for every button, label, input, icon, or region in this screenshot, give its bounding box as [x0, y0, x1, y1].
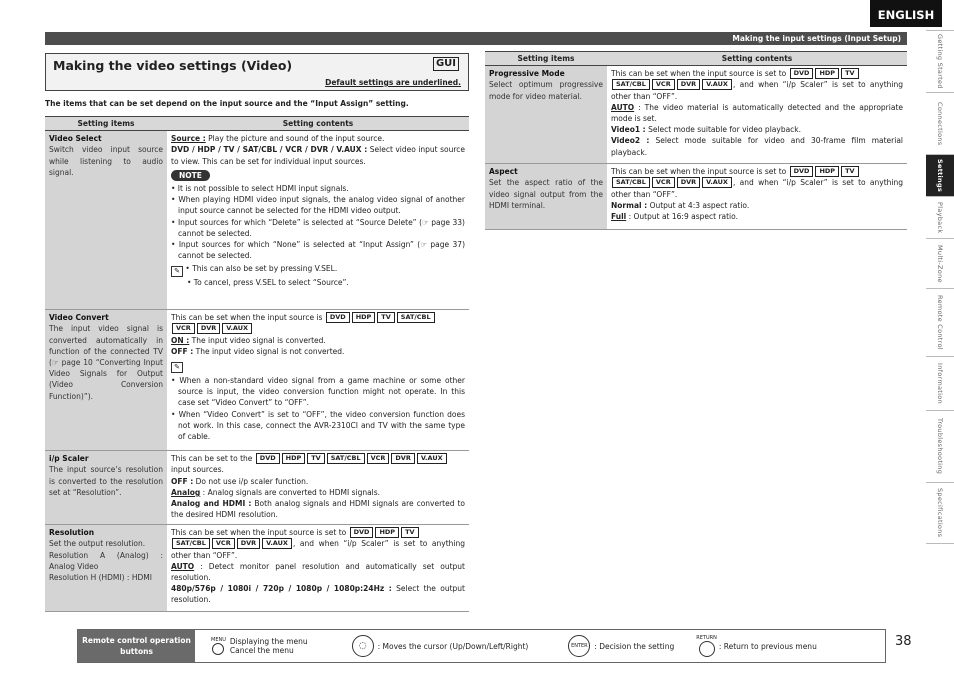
note-item: • It is not possible to select HDMI input signals. — [171, 184, 349, 194]
table-row — [45, 310, 469, 451]
option-name: Analog and HDMI : — [171, 499, 252, 509]
option-desc: : Output at 16:9 aspect ratio. — [626, 212, 738, 222]
key-satcbl: SAT/CBL — [612, 79, 650, 90]
key-vaux: V.AUX — [417, 453, 447, 464]
item-desc: Resolution H (HDMI) : HDMI — [49, 573, 152, 583]
return-button-icon — [699, 641, 715, 657]
settings-table-right — [485, 51, 907, 230]
key-tv: TV — [401, 527, 418, 538]
key-dvr: DVR — [677, 177, 700, 188]
key-vcr: VCR — [212, 538, 235, 549]
option-lead: This can be set when the input source is — [171, 313, 323, 323]
pencil-icon: ✎ — [171, 266, 183, 277]
option-name: OFF : — [171, 476, 194, 486]
side-tab-getting-started[interactable]: Getting Started — [926, 30, 954, 92]
option-desc: : Analog signals are converted to HDMI signals. — [200, 487, 381, 497]
option-desc: Select mode suitable for video and 30-frame film material playback. — [611, 136, 903, 157]
key-dvd: DVD — [790, 68, 814, 79]
option-lead: This can be set when the input source is set to — [611, 69, 787, 79]
section-title: Making the video settings (Video) — [53, 58, 293, 73]
item-desc: Switch video input source while listening to audio signal. — [49, 145, 163, 177]
side-tab-settings[interactable]: Settings — [926, 154, 954, 196]
option-name: Analog — [171, 487, 201, 497]
key-hdp: HDP — [282, 453, 306, 464]
key-tv: TV — [307, 453, 324, 464]
item-title: Aspect — [489, 167, 518, 177]
section-header — [45, 53, 469, 91]
side-tab-troubleshooting[interactable]: Troubleshooting — [926, 410, 954, 482]
key-dvr: DVR — [391, 453, 414, 464]
table-row — [485, 164, 907, 230]
table-row — [45, 525, 469, 612]
menu-key-label: MENU — [211, 637, 226, 643]
item-desc: Set the aspect ratio of the video signal output from the HDMI terminal. — [489, 178, 603, 210]
cursor-buttons-icon: ◌ — [352, 635, 374, 657]
option-desc: The input video signal is not converted. — [193, 346, 345, 356]
item-desc: The input video signal is converted automatically in function of the connected TV (☞ page 10 “Converting Input Video Signals for Output (Video Conversion Function)”). — [49, 324, 163, 401]
option-desc: Select mode suitable for video playback. — [645, 125, 802, 135]
side-tab-information[interactable]: Information — [926, 356, 954, 410]
language-tab: ENGLISH — [870, 0, 942, 27]
table-row — [45, 451, 469, 525]
item-desc: Set the output resolution. — [49, 539, 146, 549]
option-desc: Do not use i/p scaler function. — [193, 476, 309, 486]
side-tab-playback[interactable]: Playback — [926, 196, 954, 238]
option-lead: This can be set when the input source is set to — [611, 167, 787, 177]
option-name: OFF : — [171, 346, 194, 356]
chapter-header: Making the input settings (Input Setup) — [45, 32, 907, 45]
gui-icon: GUI — [433, 57, 459, 71]
tip-text: • This can also be set by pressing V.SEL. — [185, 264, 338, 274]
option-name: AUTO — [171, 561, 195, 571]
key-satcbl: SAT/CBL — [327, 453, 365, 464]
default-note: Default settings are underlined. — [325, 78, 461, 87]
col-header-contents: Setting contents — [607, 52, 907, 66]
key-dvr: DVR — [237, 538, 260, 549]
option-desc: Both analog signals and HDMI signals are converted to the desired HDMI resolution. — [171, 499, 466, 520]
option-name: Video1 : — [611, 125, 646, 135]
key-vcr: VCR — [172, 323, 195, 334]
option-name: Video2 : — [611, 136, 650, 146]
side-tab-connections[interactable]: Connections — [926, 92, 954, 154]
option-tail: , and when “i/p Scaler” is set to anything other than “OFF”. — [171, 539, 465, 560]
key-dvd: DVD — [790, 166, 814, 177]
item-title: Resolution — [49, 528, 95, 538]
option-tail: , and when “i/p Scaler” is set to anything other than “OFF”. — [611, 178, 903, 199]
item-title: i/p Scaler — [49, 454, 89, 464]
note-item: • When playing HDMI video input signals, the analog video signal of another input source cannot be selected for the HDMI video output. — [171, 195, 465, 216]
item-title: Progressive Mode — [489, 69, 565, 79]
settings-table-left — [45, 116, 469, 612]
key-dvr: DVR — [197, 323, 220, 334]
option-tail: input sources. — [171, 465, 224, 475]
pencil-icon: ✎ — [171, 362, 183, 373]
tip-item: • When a non-standard video signal from a game machine or some other source is input, the video conversion function might not operate. In this case set “Video Convert” to “OFF”. — [171, 376, 465, 408]
key-hdp: HDP — [375, 527, 399, 538]
note-item: • Input sources for which “Delete” is selected at “Source Delete” (☞ page 33) cannot be selected. — [171, 217, 465, 238]
col-header-contents: Setting contents — [167, 117, 469, 131]
option-desc: Play the picture and sound of the input source. — [205, 134, 385, 144]
key-hdp: HDP — [815, 68, 839, 79]
cursor-text: : Moves the cursor (Up/Down/Left/Right) — [377, 641, 529, 651]
option-name: ON : — [171, 335, 190, 345]
intro-text: The items that can be set depend on the input source and the “Input Assign” setting. — [45, 99, 409, 108]
option-name: Normal : — [611, 200, 648, 210]
item-desc: Select optimum progressive mode for video material. — [489, 80, 603, 101]
return-key-label: RETURN — [696, 635, 717, 641]
enter-button-icon: ENTER — [568, 635, 590, 657]
key-satcbl: SAT/CBL — [612, 177, 650, 188]
key-vaux: V.AUX — [702, 177, 732, 188]
option-desc: : The video material is automatically detected and the appropriate mode is set. — [611, 102, 903, 124]
key-hdp: HDP — [352, 312, 376, 323]
key-vcr: VCR — [652, 79, 675, 90]
table-row — [45, 131, 469, 310]
page-number: 38 — [895, 634, 912, 649]
option-desc: The input video signal is converted. — [189, 335, 326, 345]
enter-text: : Decision the setting — [594, 641, 675, 651]
key-dvr: DVR — [677, 79, 700, 90]
key-tv: TV — [377, 312, 394, 323]
col-header-items: Setting items — [485, 52, 607, 66]
option-name: DVD / HDP / TV / SAT/CBL / VCR / DVR / V.AUX : — [171, 145, 368, 155]
key-vaux: V.AUX — [222, 323, 252, 334]
option-name: Full — [611, 212, 627, 222]
menu-button-icon — [212, 643, 224, 655]
item-desc: The input source’s resolution is converted to the resolution set at “Resolution”. — [49, 465, 163, 497]
key-tv: TV — [841, 166, 858, 177]
menu-text: Displaying the menu — [229, 637, 308, 646]
return-text: : Return to previous menu — [718, 641, 817, 651]
option-name: AUTO — [611, 102, 635, 112]
tip-text: • To cancel, press V.SEL to select “Source”. — [187, 278, 349, 288]
key-vcr: VCR — [652, 177, 675, 188]
option-tail: , and when “i/p Scaler” is set to anything other than “OFF”. — [611, 80, 903, 101]
key-dvd: DVD — [256, 453, 280, 464]
menu-text: Cancel the menu — [229, 646, 294, 655]
remote-buttons-label: Remote control operation buttons — [78, 630, 195, 662]
option-name: Source : — [171, 134, 206, 144]
key-satcbl: SAT/CBL — [397, 312, 435, 323]
item-desc: Resolution A (Analog) : Analog Video — [49, 550, 163, 571]
note-badge: NOTE — [171, 170, 210, 181]
option-lead: This can be set when the input source is set to — [171, 528, 347, 538]
option-desc: Select the output resolution. — [171, 584, 465, 605]
item-title: Video Select — [49, 134, 102, 144]
table-row — [485, 66, 907, 164]
option-lead: This can be set to the — [171, 454, 253, 464]
key-satcbl: SAT/CBL — [172, 538, 210, 549]
key-vcr: VCR — [367, 453, 390, 464]
tip-item: • When “Video Convert” is set to “OFF”, the video conversion function does not work. In this case, connect the AVR-2310CI and TV with the same type of cable. — [171, 409, 465, 442]
option-desc: Select video input source to view. This can be set for individual input sources. — [171, 145, 465, 166]
side-tab-specifications[interactable]: Specifications — [926, 482, 954, 544]
note-item: • Input sources for which “None” is selected at “Input Assign” (☞ page 37) cannot be selected. — [171, 240, 465, 261]
col-header-items: Setting items — [45, 117, 167, 131]
option-desc: : Detect monitor panel resolution and automatically set output resolution. — [171, 561, 465, 583]
side-tab-remote-control[interactable]: Remote Control — [926, 288, 954, 356]
remote-buttons-bar — [77, 629, 886, 663]
key-dvd: DVD — [350, 527, 374, 538]
option-desc: Output at 4:3 aspect ratio. — [647, 200, 750, 210]
option-name: 480p/576p / 1080i / 720p / 1080p / 1080p:24Hz : — [171, 584, 392, 594]
item-title: Video Convert — [49, 313, 109, 323]
side-tab-multi-zone[interactable]: Multi-Zone — [926, 238, 954, 288]
key-vaux: V.AUX — [702, 79, 732, 90]
key-dvd: DVD — [326, 312, 350, 323]
key-hdp: HDP — [815, 166, 839, 177]
key-vaux: V.AUX — [262, 538, 292, 549]
key-tv: TV — [841, 68, 858, 79]
